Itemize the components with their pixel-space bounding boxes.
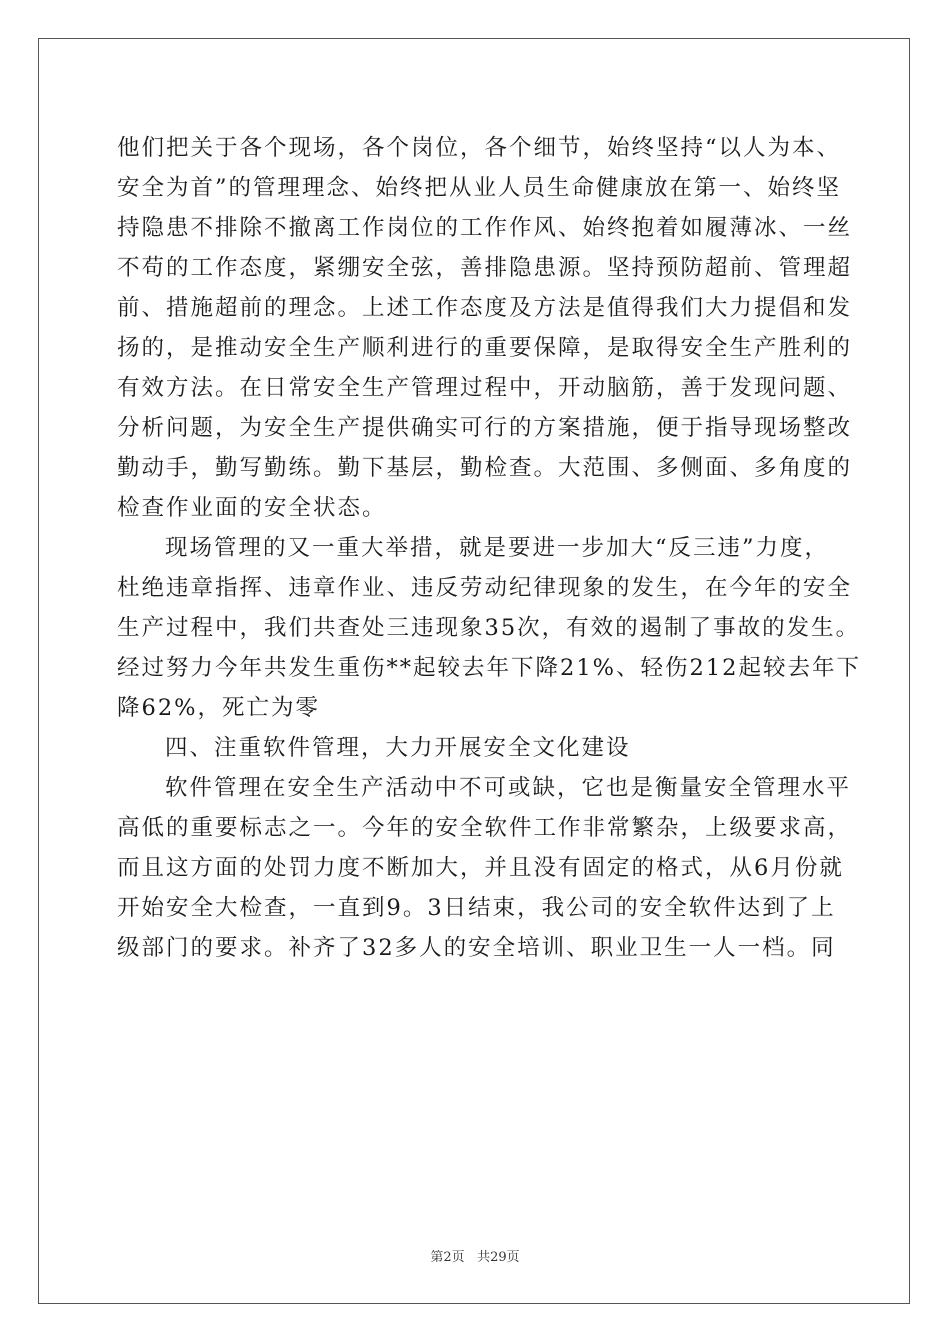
footer-spacer — [465, 1250, 477, 1265]
text-line: 分析问题，为安全生产提供确实可行的方案措施，便于指导现场整改 — [117, 415, 853, 441]
page-total: 共29页 — [477, 1250, 520, 1265]
text-line: 软件管理在安全生产活动中不可或缺，它也是衡量安全管理水平 — [165, 775, 852, 801]
text-line: 降62%，死亡为零 — [117, 695, 321, 721]
text-line: 而且这方面的处罚力度不断加大，并且没有固定的格式，从6月份就 — [117, 855, 844, 881]
text-line: 扬的，是推动安全生产顺利进行的重要保障，是取得安全生产胜利的 — [117, 335, 853, 361]
text-line: 他们把关于各个现场，各个岗位，各个细节，始终坚持“以人为本、 — [117, 135, 842, 161]
page-number: 第2页 — [430, 1250, 465, 1265]
text-line: 高低的重要标志之一。今年的安全软件工作非常繁杂，上级要求高， — [117, 815, 853, 841]
text-line: 持隐患不排除不撤离工作岗位的工作作风、始终抱着如履薄冰、一丝 — [117, 215, 853, 241]
text-line: 不苟的工作态度，紧绷安全弦，善排隐患源。坚持预防超前、管理超 — [117, 255, 853, 281]
document-body — [117, 128, 861, 968]
text-line: 勤动手，勤写勤练。勤下基层，勤检查。大范围、多侧面、多角度的 — [117, 455, 853, 481]
text-line: 有效方法。在日常安全生产管理过程中，开动脑筋，善于发现问题、 — [117, 375, 853, 401]
text-line: 生产过程中，我们共查处三违现象35次，有效的遏制了事故的发生。 — [117, 615, 861, 641]
text-line: 安全为首”的管理理念、始终把从业人员生命健康放在第一、始终坚 — [117, 175, 842, 201]
text-line: 开始安全大检查，一直到9。3日结束，我公司的安全软件达到了上 — [117, 895, 836, 921]
text-line: 四、注重软件管理，大力开展安全文化建设 — [165, 735, 631, 761]
text-line: 前、措施超前的理念。上述工作态度及方法是值得我们大力提倡和发 — [117, 295, 853, 321]
text-line: 级部门的要求。补齐了32多人的安全培训、职业卫生一人一档。同 — [117, 935, 836, 961]
text-line: 现场管理的又一重大举措，就是要进一步加大“反三违”力度， — [165, 535, 830, 561]
text-line: 检查作业面的安全状态。 — [117, 495, 387, 521]
text-line: 经过努力今年共发生重伤**起较去年下降21%、轻伤212起较去年下 — [117, 655, 861, 681]
text-line: 杜绝违章指挥、违章作业、违反劳动纪律现象的发生，在今年的安全 — [117, 575, 853, 601]
page-footer — [0, 1246, 950, 1265]
